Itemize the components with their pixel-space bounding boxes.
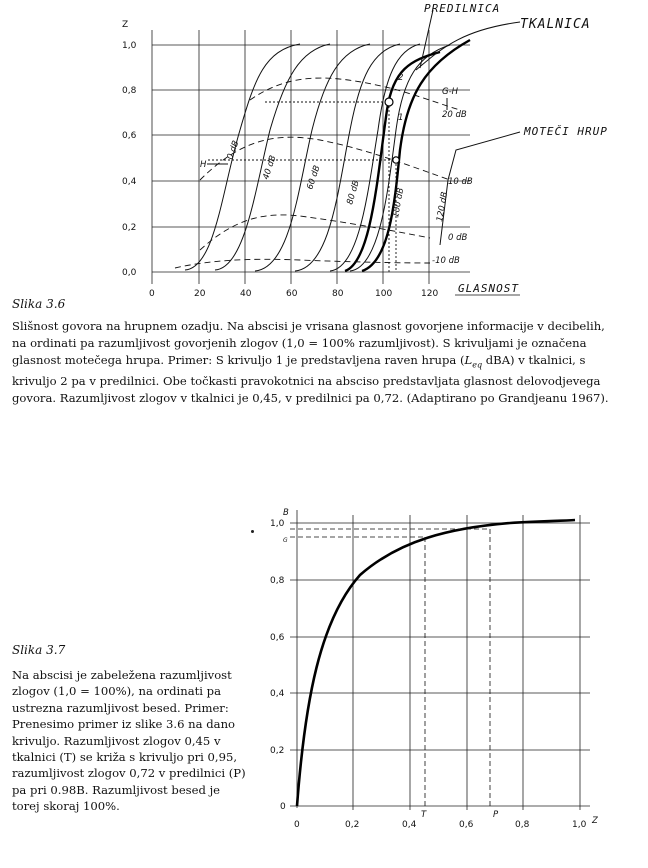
annotation-tkalnica: TKALNICA bbox=[520, 17, 591, 32]
figure-3-7-caption: Na abscisi je zabeležena razumljivost zlogov (1,0 = 100%), na ordinati pa ustrezna razumljivost besed. Primer: Prenesimo primer iz slike 3.6 na dano krivuljo. Razumljivost zlogov 0,45 v tkalnici (T) se križa s krivuljo pri 0,95, razumljivost zlogov 0,72 v predilnici (P) pa pri 0.98B. Razumljivost besed je torej skoraj 100%. bbox=[12, 668, 246, 814]
curve-2-label: 2 bbox=[398, 73, 404, 83]
figure-3-6-caption-part-1: Slišnost govora na hrupnem ozadju. Na abscisi je vrisana glasnost govorjene informacije v decibelih, na ordinati pa razumljivost govorjenih zlogov (1,0 = 100% razumljivost). S krivuljami je označena glasnost motečega hrupa. Primer: S krivuljo 1 je predstavljena raven hrupa ( bbox=[12, 319, 605, 367]
annotation-moteci-hrup: MOTEČI HRUP bbox=[524, 125, 608, 138]
x2-tick-5: 0,8 bbox=[515, 820, 530, 830]
x-tick-4: 60 bbox=[286, 289, 298, 299]
x-tick-5: 80 bbox=[332, 289, 344, 299]
noise-label-0db: 0 dB bbox=[448, 233, 468, 243]
y2-axis-name: B bbox=[283, 508, 289, 518]
x2-tick-6: 1,0 bbox=[572, 820, 587, 830]
noise-label-20db: 20 dB bbox=[442, 110, 467, 120]
y-tick-4: 0,4 bbox=[122, 177, 137, 187]
curve-label-120db: 120 dB bbox=[435, 191, 451, 223]
y-tick-6: 0,0 bbox=[122, 268, 137, 278]
x2-axis-name: Z bbox=[592, 816, 598, 826]
x2-tick-1: 0 bbox=[294, 820, 300, 830]
y2-tick-1: 1,0 bbox=[270, 519, 285, 529]
figure-3-7-title: Slika 3.7 bbox=[12, 643, 66, 657]
curve-label-100db: 100 dB bbox=[391, 187, 407, 219]
figure-3-6-caption-part-2: L bbox=[464, 353, 473, 367]
annotation-predilnica: PREDILNICA bbox=[424, 2, 501, 15]
x2-mark-p: P bbox=[493, 810, 499, 820]
curve-label-80db: 80 dB bbox=[345, 179, 362, 206]
y-tick-1: 1,0 bbox=[122, 41, 137, 51]
curve-label-60db: 60 dB bbox=[305, 164, 323, 191]
x-axis-label: GLASNOST bbox=[458, 282, 519, 295]
x2-tick-2: 0,2 bbox=[345, 820, 360, 830]
annotation-h: H bbox=[200, 160, 207, 170]
x-tick-3: 40 bbox=[240, 289, 252, 299]
figure-3-6-chart bbox=[0, 0, 648, 305]
figure-3-6-caption-part-4: dBA) v tkalnici, s krivuljo 2 pa v predilnici. Obe točkasti pravokotnici na absciso predstavljata glasnost delovodjevega govora. Razumljivost zlogov v tkalnici je 0,45, v predilnici pa 0,72. (Adaptirano po Grandjeanu 1967). bbox=[12, 353, 609, 406]
y-tick-3: 0,6 bbox=[122, 131, 137, 141]
curve-label-0db: 0 dB bbox=[225, 139, 242, 162]
y-tick-2: 0,8 bbox=[122, 86, 137, 96]
y2-tick-g: G bbox=[283, 537, 288, 544]
y2-tick-4: 0,4 bbox=[270, 689, 285, 699]
x2-mark-t: T bbox=[421, 810, 427, 820]
y-tick-5: 0,2 bbox=[122, 223, 137, 233]
y2-tick-2: 0,8 bbox=[270, 576, 285, 586]
y-axis-name: Z bbox=[122, 20, 129, 30]
y2-tick-6: 0 bbox=[280, 802, 286, 812]
x2-tick-3: 0,4 bbox=[402, 820, 417, 830]
figure-3-6-title: Slika 3.6 bbox=[12, 297, 66, 311]
noise-label-minus10db: -10 dB bbox=[432, 256, 460, 266]
y2-tick-3: 0,6 bbox=[270, 633, 285, 643]
curve-1-label: 1 bbox=[398, 113, 404, 123]
figure-3-6-caption-part-3: eq bbox=[472, 360, 483, 370]
x-tick-2: 20 bbox=[194, 289, 206, 299]
curve-label-40db: 40 dB bbox=[261, 154, 279, 181]
x2-tick-4: 0,6 bbox=[459, 820, 474, 830]
x-tick-1: 0 bbox=[149, 289, 155, 299]
x-tick-6: 100 bbox=[375, 289, 393, 299]
figure-3-6-caption bbox=[12, 318, 612, 407]
annotation-g-h: G-H bbox=[442, 87, 459, 97]
noise-label-10db: 10 dB bbox=[448, 177, 473, 187]
x-tick-7: 120 bbox=[421, 289, 439, 299]
y2-tick-5: 0,2 bbox=[270, 746, 285, 756]
